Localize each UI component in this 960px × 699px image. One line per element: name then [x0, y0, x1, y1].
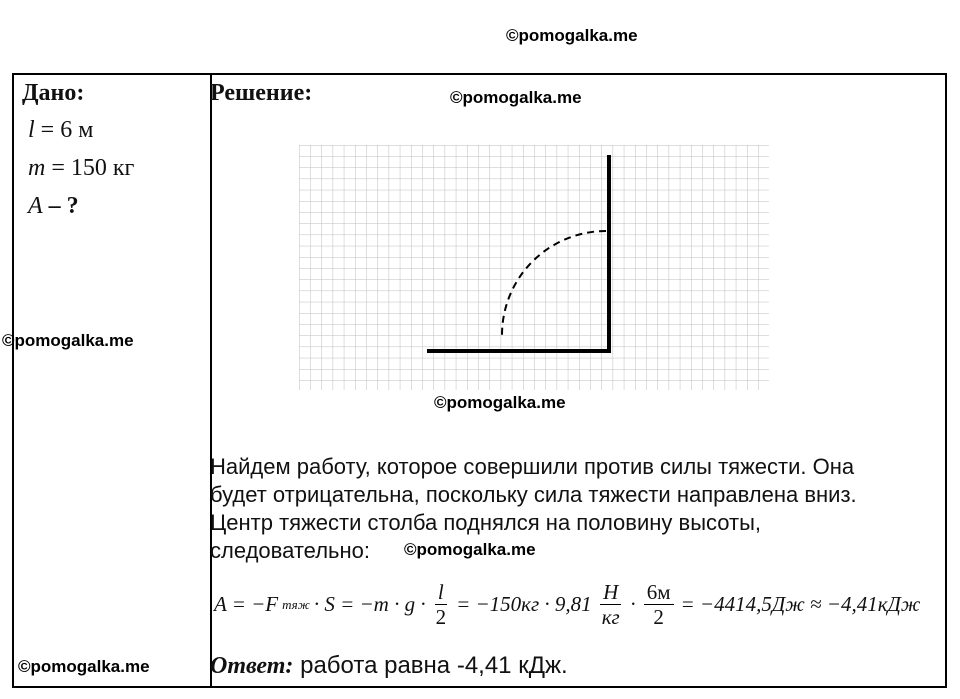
grid-diagram-svg — [299, 145, 769, 390]
given-work — [28, 193, 79, 220]
formula-part: = −4414,5Дж ≈ −4,41кДж — [680, 592, 921, 616]
solution-line: будет отрицательна, поскольку сила тяжести направлена вниз. — [210, 482, 857, 507]
formula-part: · — [629, 592, 637, 616]
length-symbol: l — [28, 117, 35, 143]
answer-text: работа равна -4,41 кДж. — [293, 652, 568, 679]
watermark-text: ©pomogalka.me — [404, 540, 536, 559]
answer-label: Ответ: — [210, 653, 294, 679]
column-divider — [210, 75, 212, 686]
pole-diagram — [299, 145, 769, 395]
fraction-num: Н — [600, 580, 621, 605]
solution-text — [210, 453, 940, 565]
length-value: = 6 м — [40, 117, 94, 143]
mass-symbol: m — [28, 155, 46, 181]
given-length — [28, 117, 93, 144]
formula-part: A = −F — [214, 592, 279, 616]
work-symbol: A — [28, 193, 43, 219]
watermark-left: ©pomogalka.me — [2, 331, 134, 350]
fraction-n-kg — [599, 580, 623, 629]
formula-sub: тяж — [282, 596, 310, 612]
given-title: Дано: — [22, 80, 85, 106]
watermark-figure: ©pomogalka.me — [434, 393, 566, 412]
fraction-num: l — [435, 580, 447, 605]
watermark-top: ©pomogalka.me — [506, 26, 638, 45]
solution-line: Найдем работу, которое совершили против силы тяжести. Она — [210, 454, 855, 479]
solution-line: следовательно: — [210, 538, 370, 563]
watermark-bottom: ©pomogalka.me — [18, 657, 150, 676]
work-value: – ? — [48, 193, 79, 219]
grid-background — [299, 145, 769, 390]
fraction-l-2 — [433, 580, 450, 629]
given-mass — [28, 155, 134, 182]
fraction-6m-2 — [644, 580, 674, 629]
work-formula — [214, 580, 920, 629]
answer — [210, 652, 568, 680]
solution-title: Решение: — [210, 80, 313, 106]
mass-value: = 150 кг — [51, 155, 135, 181]
fraction-den: кг — [601, 605, 620, 629]
formula-part: = −150кг · 9,81 — [456, 592, 592, 616]
solution-line: Центр тяжести столба поднялся на половину высоты, — [210, 510, 762, 535]
task-table — [12, 73, 947, 688]
formula-part: · S = −m · g · — [313, 592, 426, 616]
fraction-den: 2 — [435, 605, 447, 629]
watermark-solution: ©pomogalka.me — [450, 88, 582, 107]
fraction-num: 6м — [644, 580, 674, 605]
fraction-den: 2 — [653, 605, 664, 629]
